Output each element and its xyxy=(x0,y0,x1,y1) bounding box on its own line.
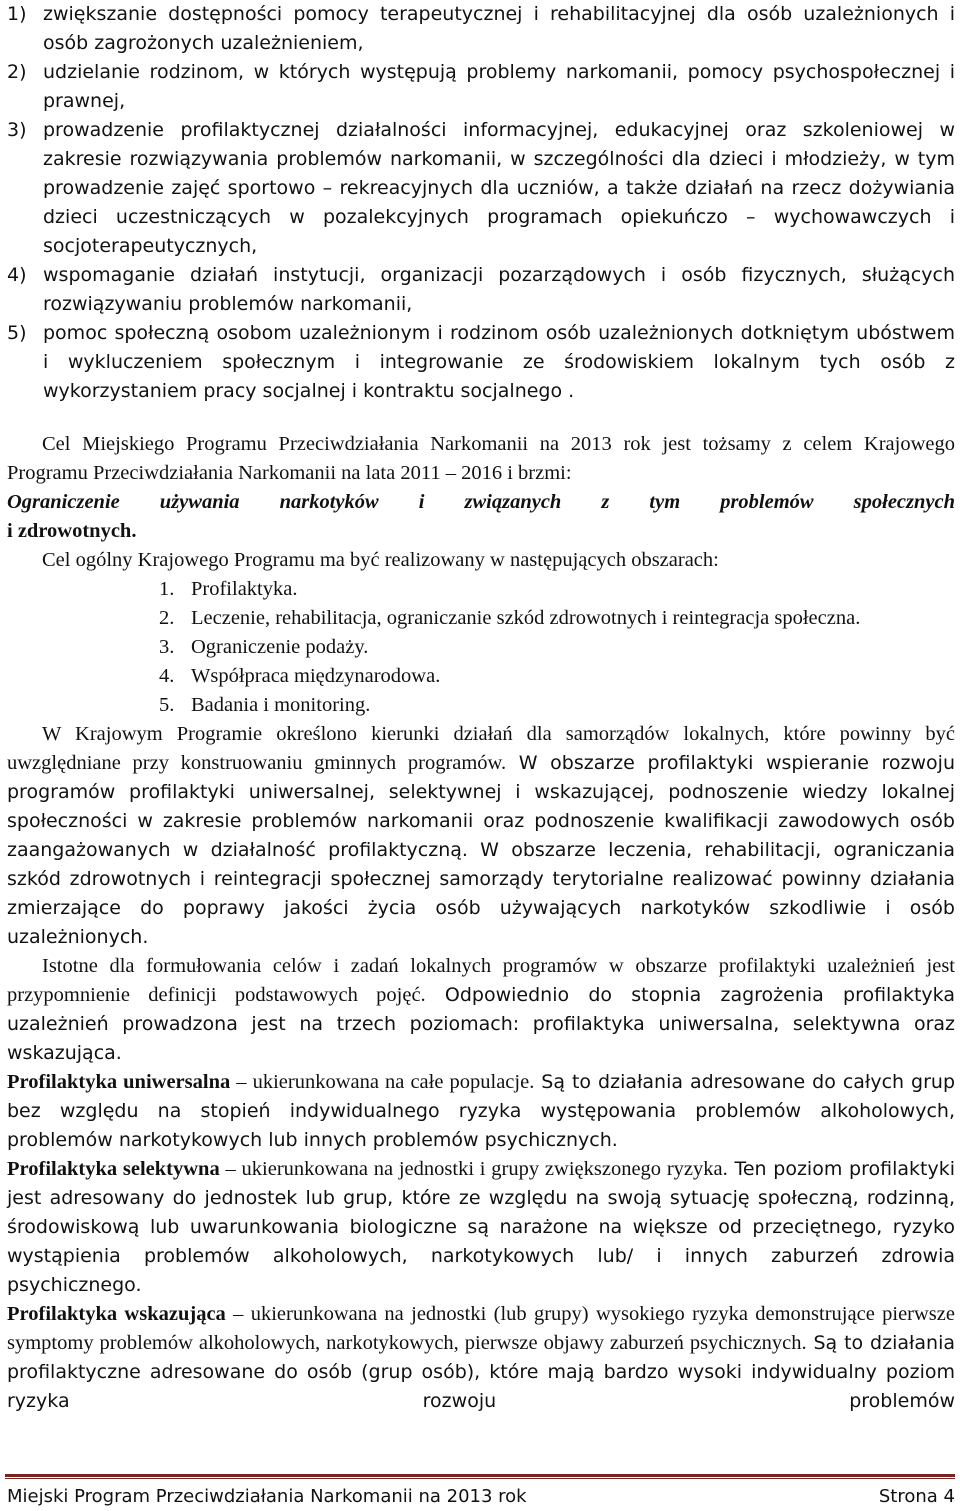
list-item-number: 5. xyxy=(159,694,175,716)
definition-indicated xyxy=(7,1300,955,1416)
definition-rest: Ten poziom profilaktyki jest adresowany do jednostek lub grup, które ze względu na swoją sytuację społeczną, rodzinną, środowiskową lub uwarunkowania biologiczne są narażone na większe od przeciętnego, ryzyko wystąpienia problemów alkoholowych, narkotykowych lub/ i innych zaburzeń zdrowia psychicznego. xyxy=(7,1158,956,1296)
areas-intro: Cel ogólny Krajowego Programu ma być realizowany w następujących obszarach: xyxy=(42,549,719,571)
list-item-text: Profilaktyka. xyxy=(191,578,298,600)
definition-rest: Są to działania adresowane do całych grup bez względu na stopień indywidualnego ryzyka występowania problemów alkoholowych, problemów narkotykowych lub innych problemów psychicznych. xyxy=(7,1071,956,1151)
list-item-text: Badania i monitoring. xyxy=(191,694,371,716)
list-item-number: 1. xyxy=(159,578,175,600)
page-footer xyxy=(7,1486,955,1507)
definition-dash: – ukierunkowana na jednostki (lub grupy) wysokiego ryzyka demonstrujące pierwsze symptomy problemów alkoholowych, narkotykowych, pierwsze objawy zaburzeń psychicznych. xyxy=(7,1303,955,1354)
list-item xyxy=(7,261,955,319)
list-item-text: udzielanie rodzinom, w których występują problemy narkomanii, pomocy psychospołecznej i prawnej, xyxy=(43,61,955,112)
krajowy-paragraph xyxy=(7,720,955,952)
istotne-paragraph xyxy=(7,952,955,1068)
list-item xyxy=(7,575,955,604)
list-item-number: 3) xyxy=(7,119,27,141)
definition-rest: Są to działania profilaktyczne adresowane do osób (grup osób), które mają bardzo wysoki indywidualny poziom ryzyka rozwoju problemów xyxy=(7,1332,955,1412)
goal-statement-text: Ograniczenie używania narkotyków i związanych z tym problemów społecznych xyxy=(7,491,955,513)
areas-list xyxy=(7,575,955,720)
istotne-paragraph-serif: Istotne dla formułowania celów i zadań lokalnych programów w obszarze profilaktyki uzależnień jest przypomnienie definicji podstawowych pojęć. xyxy=(7,955,955,1006)
definition-selective xyxy=(7,1155,955,1300)
krajowy-paragraph-serif: W Krajowym Programie określono kierunki działań dla samorządów lokalnych, które powinny być uwzględniane przy konstruowaniu gminnych programów. xyxy=(7,723,955,774)
footer-rule-thin xyxy=(5,1478,955,1479)
istotne-paragraph-sans: Odpowiednio do stopnia zagrożenia profilaktyka uzależnień prowadzona jest na trzech poziomach: profilaktyka uniwersalna, selektywna oraz wskazująca. xyxy=(7,984,955,1064)
krajowy-paragraph-sans: W obszarze profilaktyki wspieranie rozwoju programów profilaktyki uniwersalnej, selektywnej i wskazującej, podnoszenie wiedzy lokalnej społeczności w zakresie problemów narkomanii oraz podnoszenie kwalifikacji zawodowych osób zaangażowanych w działalność profilaktyczną. W obszarze leczenia, rehabilitacji, ograniczania szkód zdrowotnych i reintegracji społecznej samorządy terytorialne realizować powinny działania zmierzające do poprawy jakości życia osób używających narkotyków szkodliwie i osób uzależnionych. xyxy=(7,752,956,948)
list-item xyxy=(7,319,955,406)
footer-rule xyxy=(5,1474,955,1477)
goal-intro: Cel Miejskiego Programu Przeciwdziałania Narkomanii na 2013 rok jest tożsamy z celem Krajowego Programu Przeciwdziałania Narkomanii na lata 2011 – 2016 i brzmi: xyxy=(7,433,955,484)
list-item xyxy=(7,58,955,116)
list-item-number: 5) xyxy=(7,322,27,344)
definition-dash: – ukierunkowana na całe populacje. xyxy=(230,1071,535,1093)
list-item-text: zwiększanie dostępności pomocy terapeutycznej i rehabilitacyjnej dla osób uzależnionych i osób zagrożonych uzależnieniem, xyxy=(43,3,955,54)
list-item xyxy=(7,633,955,662)
list-item-text: prowadzenie profilaktycznej działalności informacyjnej, edukacyjnej oraz szkoleniowej w zakresie rozwiązywania problemów narkomanii, w szczególności dla dzieci i młodzieży, w tym prowadzenie zajęć sportowo – rekreacyjnych dla uczniów, a także działań na rzecz dożywiania dzieci uczestniczących w pozalekcyjnych programach opiekuńczo – wychowawczych i socjoterapeutycznych, xyxy=(43,119,955,257)
goal-statement xyxy=(7,488,955,517)
list-item xyxy=(7,116,955,261)
list-item xyxy=(7,604,955,633)
page-number: Strona 4 xyxy=(878,1486,955,1507)
list-item-text: Leczenie, rehabilitacja, ograniczanie szkód zdrowotnych i reintegracja społeczna. xyxy=(191,607,861,629)
goal-statement-end: i zdrowotnych. xyxy=(7,520,137,542)
goal-section xyxy=(7,430,955,1416)
list-item xyxy=(7,662,955,691)
list-item xyxy=(7,0,955,58)
list-item-number: 3. xyxy=(159,636,175,658)
list-item-number: 2) xyxy=(7,61,27,83)
definition-term: Profilaktyka selektywna xyxy=(7,1158,220,1180)
definition-term: Profilaktyka wskazująca xyxy=(7,1303,226,1325)
list-item-text: pomoc społeczną osobom uzależnionym i rodzinom osób uzależnionych dotkniętym ubóstwem i wykluczeniem społecznym i integrowanie ze środowiskiem lokalnym tych osób z wykorzystaniem pracy socjalnej i kontraktu socjalnego . xyxy=(43,322,955,402)
footer-title: Miejski Program Przeciwdziałania Narkomanii na 2013 rok xyxy=(7,1486,527,1507)
list-item-number: 4. xyxy=(159,665,175,687)
list-item-text: Współpraca międzynarodowa. xyxy=(191,665,441,687)
definition-term: Profilaktyka uniwersalna xyxy=(7,1071,231,1093)
list-item-text: wspomaganie działań instytucji, organizacji pozarządowych i osób fizycznych, służących rozwiązywaniu problemów narkomanii, xyxy=(43,264,955,315)
list-item-number: 4) xyxy=(7,264,27,286)
list-item-text: Ograniczenie podaży. xyxy=(191,636,369,658)
list-item-number: 1) xyxy=(7,3,27,25)
list-item-number: 2. xyxy=(159,607,175,629)
definition-dash: – ukierunkowana na jednostki i grupy zwiększonego ryzyka. xyxy=(219,1158,728,1180)
list-item xyxy=(7,691,955,720)
tasks-list xyxy=(7,0,955,406)
definition-universal xyxy=(7,1068,955,1155)
